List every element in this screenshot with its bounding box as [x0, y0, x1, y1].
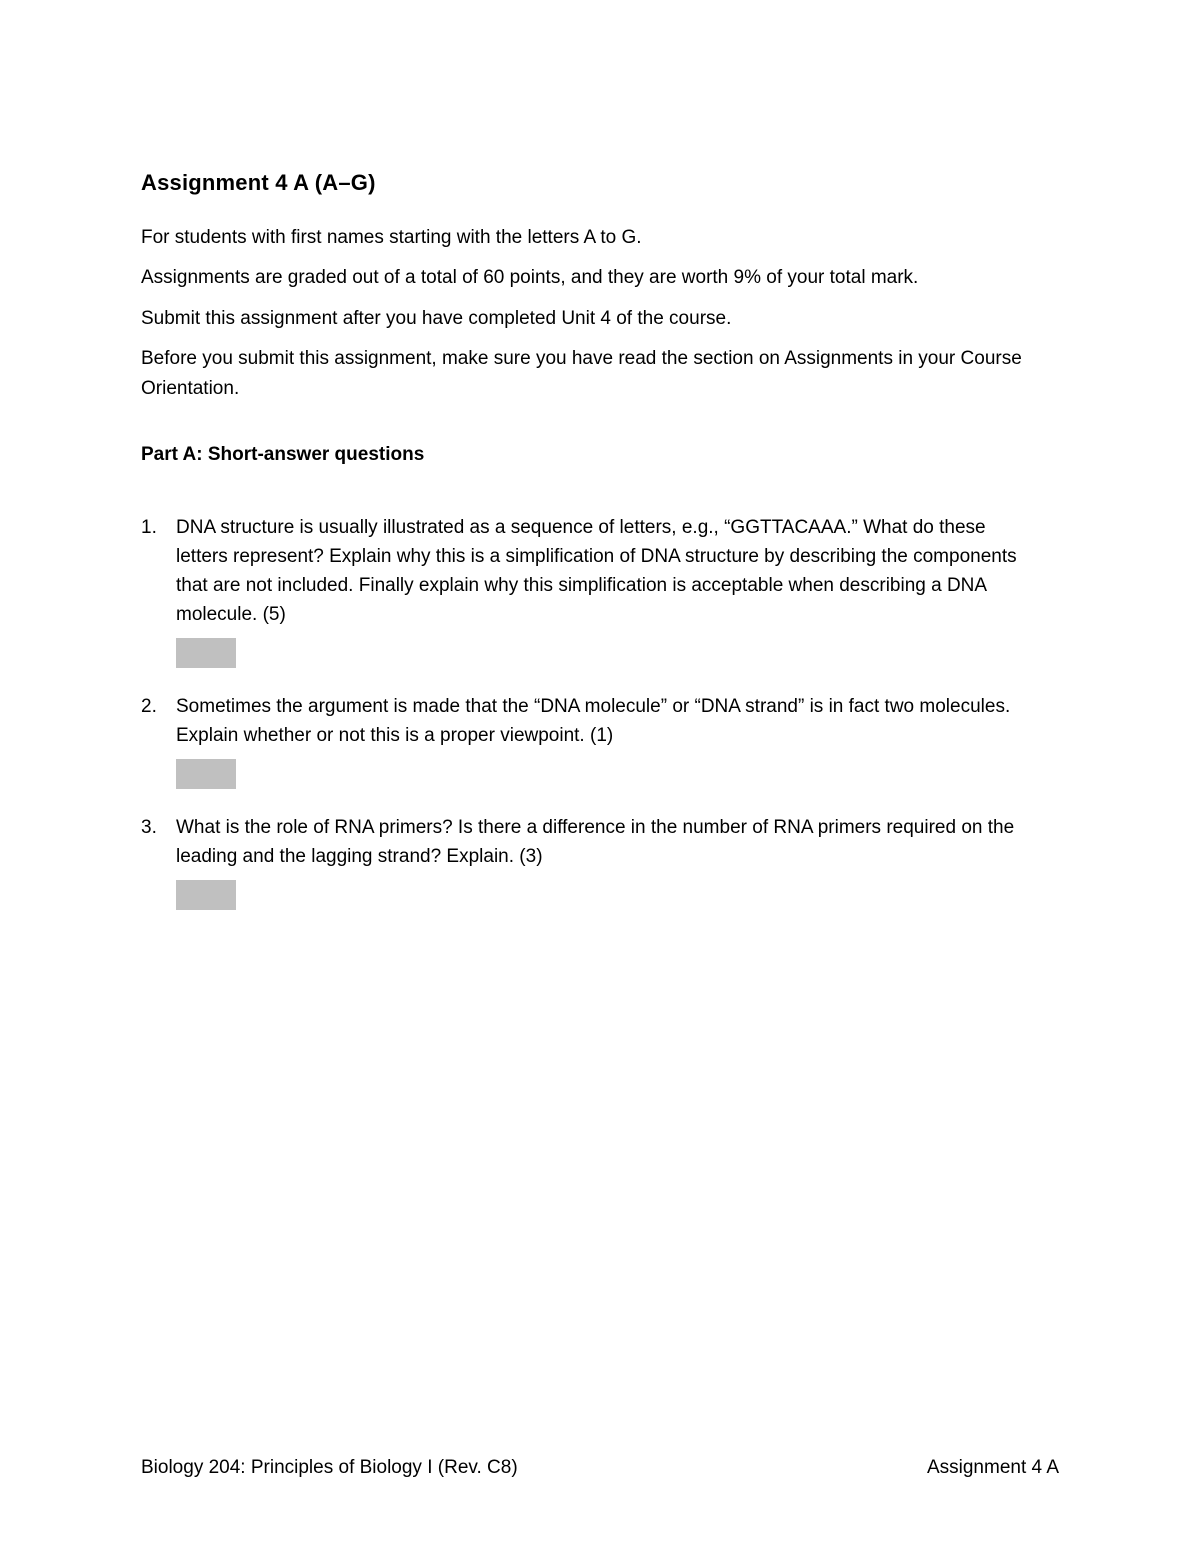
- assignment-title: Assignment 4 A (A–G): [141, 170, 376, 195]
- question-1: [141, 513, 1041, 668]
- intro-eligibility: For students with first names starting with the letters A to G.: [141, 227, 642, 248]
- answer-field-1[interactable]: [176, 638, 236, 668]
- footer-assignment-label: Assignment 4 A: [926, 1457, 1059, 1478]
- question-2: [141, 692, 1041, 789]
- question-text: What is the role of RNA primers? Is there a difference in the number of RNA primers required on the leading and the lagging strand? Explain. (3): [176, 817, 1015, 867]
- intro-submit-timing: Submit this assignment after you have completed Unit 4 of the course.: [141, 308, 732, 329]
- question-text: DNA structure is usually illustrated as a sequence of letters, e.g., “GGTTACAAA.” What do these letters represent? Explain why this is a simplification of DNA structure by describing the components that are not included. Finally explain why this simplification is acceptable when describing a DNA molecule. (5): [176, 517, 1017, 625]
- footer-course-title: Biology 204: Principles of Biology I (Rev. C8): [141, 1457, 518, 1478]
- part-a-heading: Part A: Short-answer questions: [141, 444, 425, 465]
- answer-field-3[interactable]: [176, 880, 236, 910]
- question-text: Sometimes the argument is made that the “DNA molecule” or “DNA strand” is in fact two molecules. Explain whether or not this is a proper viewpoint. (1): [176, 696, 1011, 746]
- question-number: 2.: [141, 696, 157, 717]
- answer-field-2[interactable]: [176, 759, 236, 789]
- question-number: 1.: [141, 517, 157, 538]
- question-3: [141, 813, 1041, 910]
- intro-grading: Assignments are graded out of a total of 60 points, and they are worth 9% of your total mark.: [141, 267, 919, 288]
- question-number: 3.: [141, 817, 157, 838]
- intro-orientation-note: Before you submit this assignment, make sure you have read the section on Assignments in your Course Orientation.: [141, 348, 1022, 399]
